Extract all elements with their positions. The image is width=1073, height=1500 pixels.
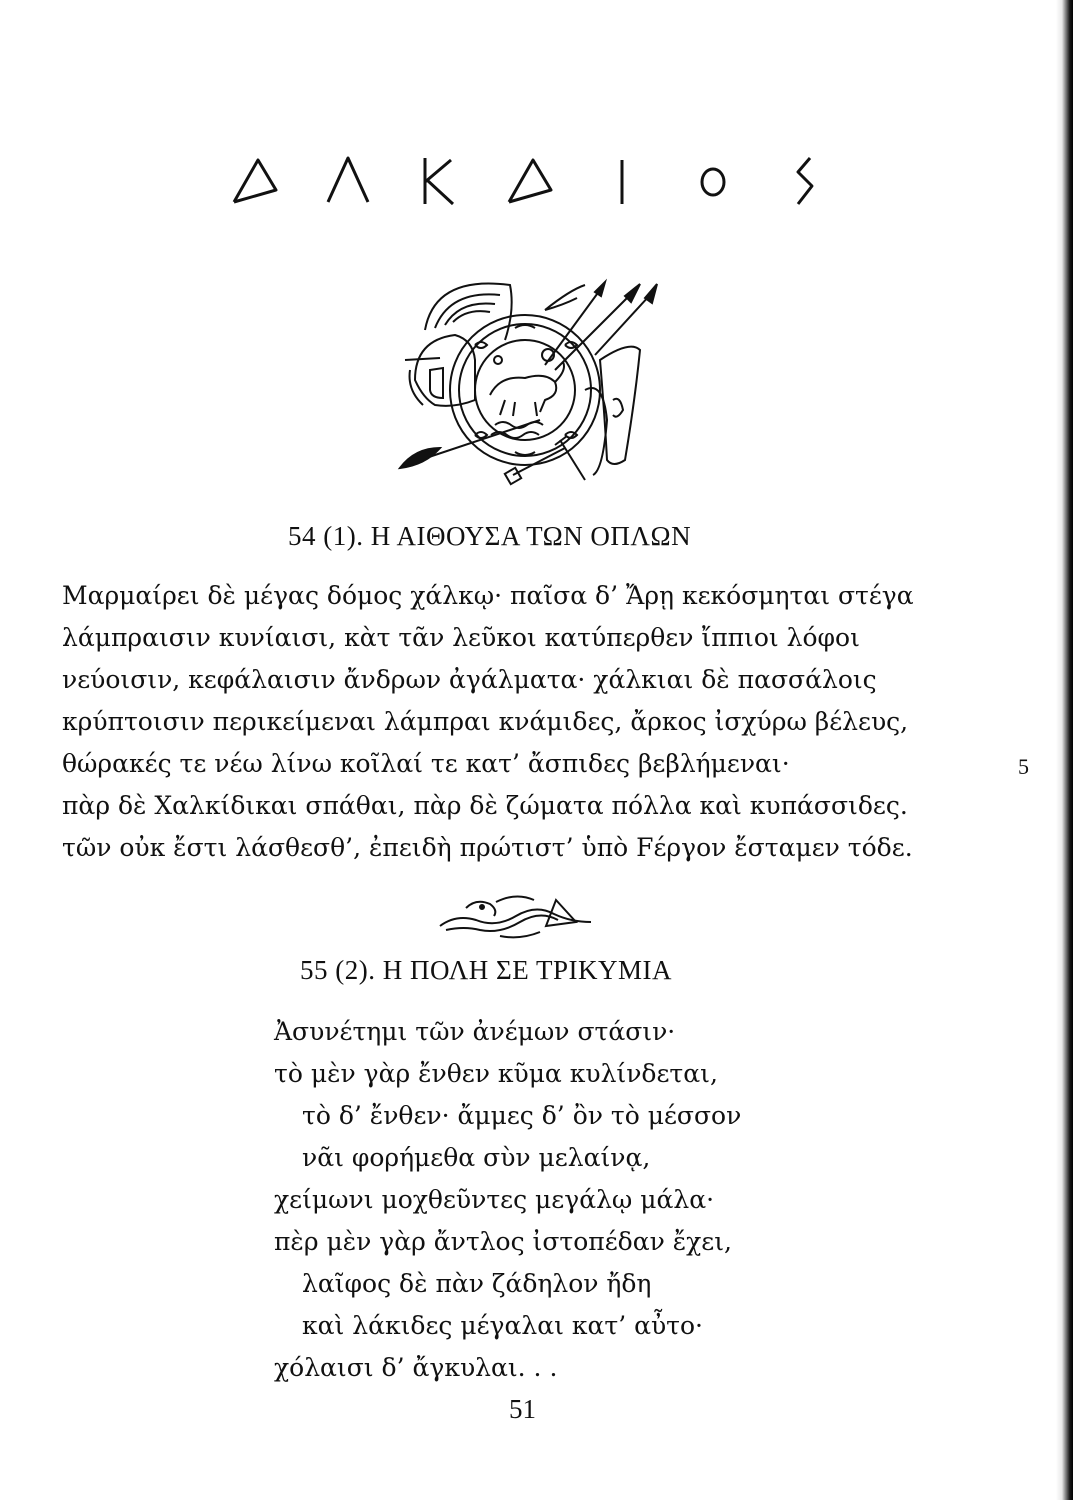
- poem-55-line-8: καὶ λάκιδες μέγαλαι κατ’ αὖτο·: [302, 1311, 704, 1340]
- section-heading-55: 55 (2). Η ΠΟΛΗ ΣΕ ΤΡΙΚΥΜΙΑ: [300, 955, 672, 985]
- poem-54-line-6: πὰρ δὲ Χαλκίδικαι σπάθαι, πὰρ δὲ ζώματα πόλλα καὶ κυπάσσιδες.: [62, 791, 908, 820]
- poem-54-line-1: Μαρμαίρει δὲ μέγας δόμος χάλκῳ· παῖσα δ’ Ἄρῃ κεκόσμηται στέγα: [62, 581, 914, 610]
- poem-54-line-7: τῶν οὐκ ἔστι λάσθεσθ’, ἐπειδὴ πρώτιστ’ ὑπὸ Fέργον ἔσταμεν τόδε.: [62, 833, 913, 862]
- page-number: 51: [509, 1394, 536, 1424]
- page-title: [230, 150, 830, 210]
- dolphin-ornament-icon: [436, 886, 596, 942]
- title-letter-lambda: [322, 152, 372, 208]
- poem-55-line-4: νᾶι φορήμεθα σὺν μελαίνᾳ,: [302, 1143, 651, 1172]
- poem-54-line-3: νεύοισιν, κεφάλαισιν ἄνδρων ἀγάλματα· χάλκιαι δὲ πασσάλοις: [62, 665, 877, 694]
- armor-and-shield-illustration-icon: [395, 270, 665, 490]
- title-letter-alpha: [230, 152, 280, 208]
- page-edge-shadow: [1056, 0, 1073, 1500]
- title-letter-omicron: [688, 152, 738, 208]
- poem-55-line-7: λαῖφος δὲ πὰν ζάδηλον ἤδη: [302, 1269, 652, 1298]
- line-number: 5: [1018, 754, 1029, 779]
- poem-55-line-6: πὲρ μὲν γὰρ ἄντλος ἰστοπέδαν ἔχει,: [274, 1227, 732, 1256]
- poem-55-line-3: τὸ δ’ ἔνθεν· ἄμμες δ’ ὂν τὸ μέσσον: [302, 1101, 742, 1130]
- title-letter-iota: [597, 152, 647, 208]
- poem-54-line-4: κρύπτοισιν περικείμεναι λάμπραι κνάμιδες, ἄρκος ἰσχύρω βέλευς,: [62, 707, 909, 736]
- poem-55-line-5: χείμωνι μοχθεῦντες μεγάλῳ μάλα·: [274, 1185, 715, 1214]
- poem-55-line-9: χόλαισι δ’ ἄγκυλαι. . .: [274, 1353, 558, 1382]
- title-letter-sigma: [780, 152, 830, 208]
- poem-54-line-5: θώρακές τε νέω λίνω κοῖλαί τε κατ’ ἄσπιδες βεβλήμεναι·: [62, 749, 790, 778]
- poem-55-line-2: τὸ μὲν γὰρ ἔνθεν κῦμα κυλίνδεται,: [274, 1059, 718, 1088]
- title-letter-alpha-2: [505, 152, 555, 208]
- section-heading-54: 54 (1). Η ΑΙΘΟΥΣΑ ΤΩΝ ΟΠΛΩΝ: [288, 521, 692, 551]
- title-letter-kappa: [413, 152, 463, 208]
- poem-55-line-1: Ἀσυνέτημι τῶν ἀνέμων στάσιν·: [274, 1017, 676, 1046]
- poem-54-line-2: λάμπραισιν κυνίαισι, κὰτ τᾶν λεῦκοι κατύπερθεν ἴππιοι λόφοι: [62, 623, 860, 652]
